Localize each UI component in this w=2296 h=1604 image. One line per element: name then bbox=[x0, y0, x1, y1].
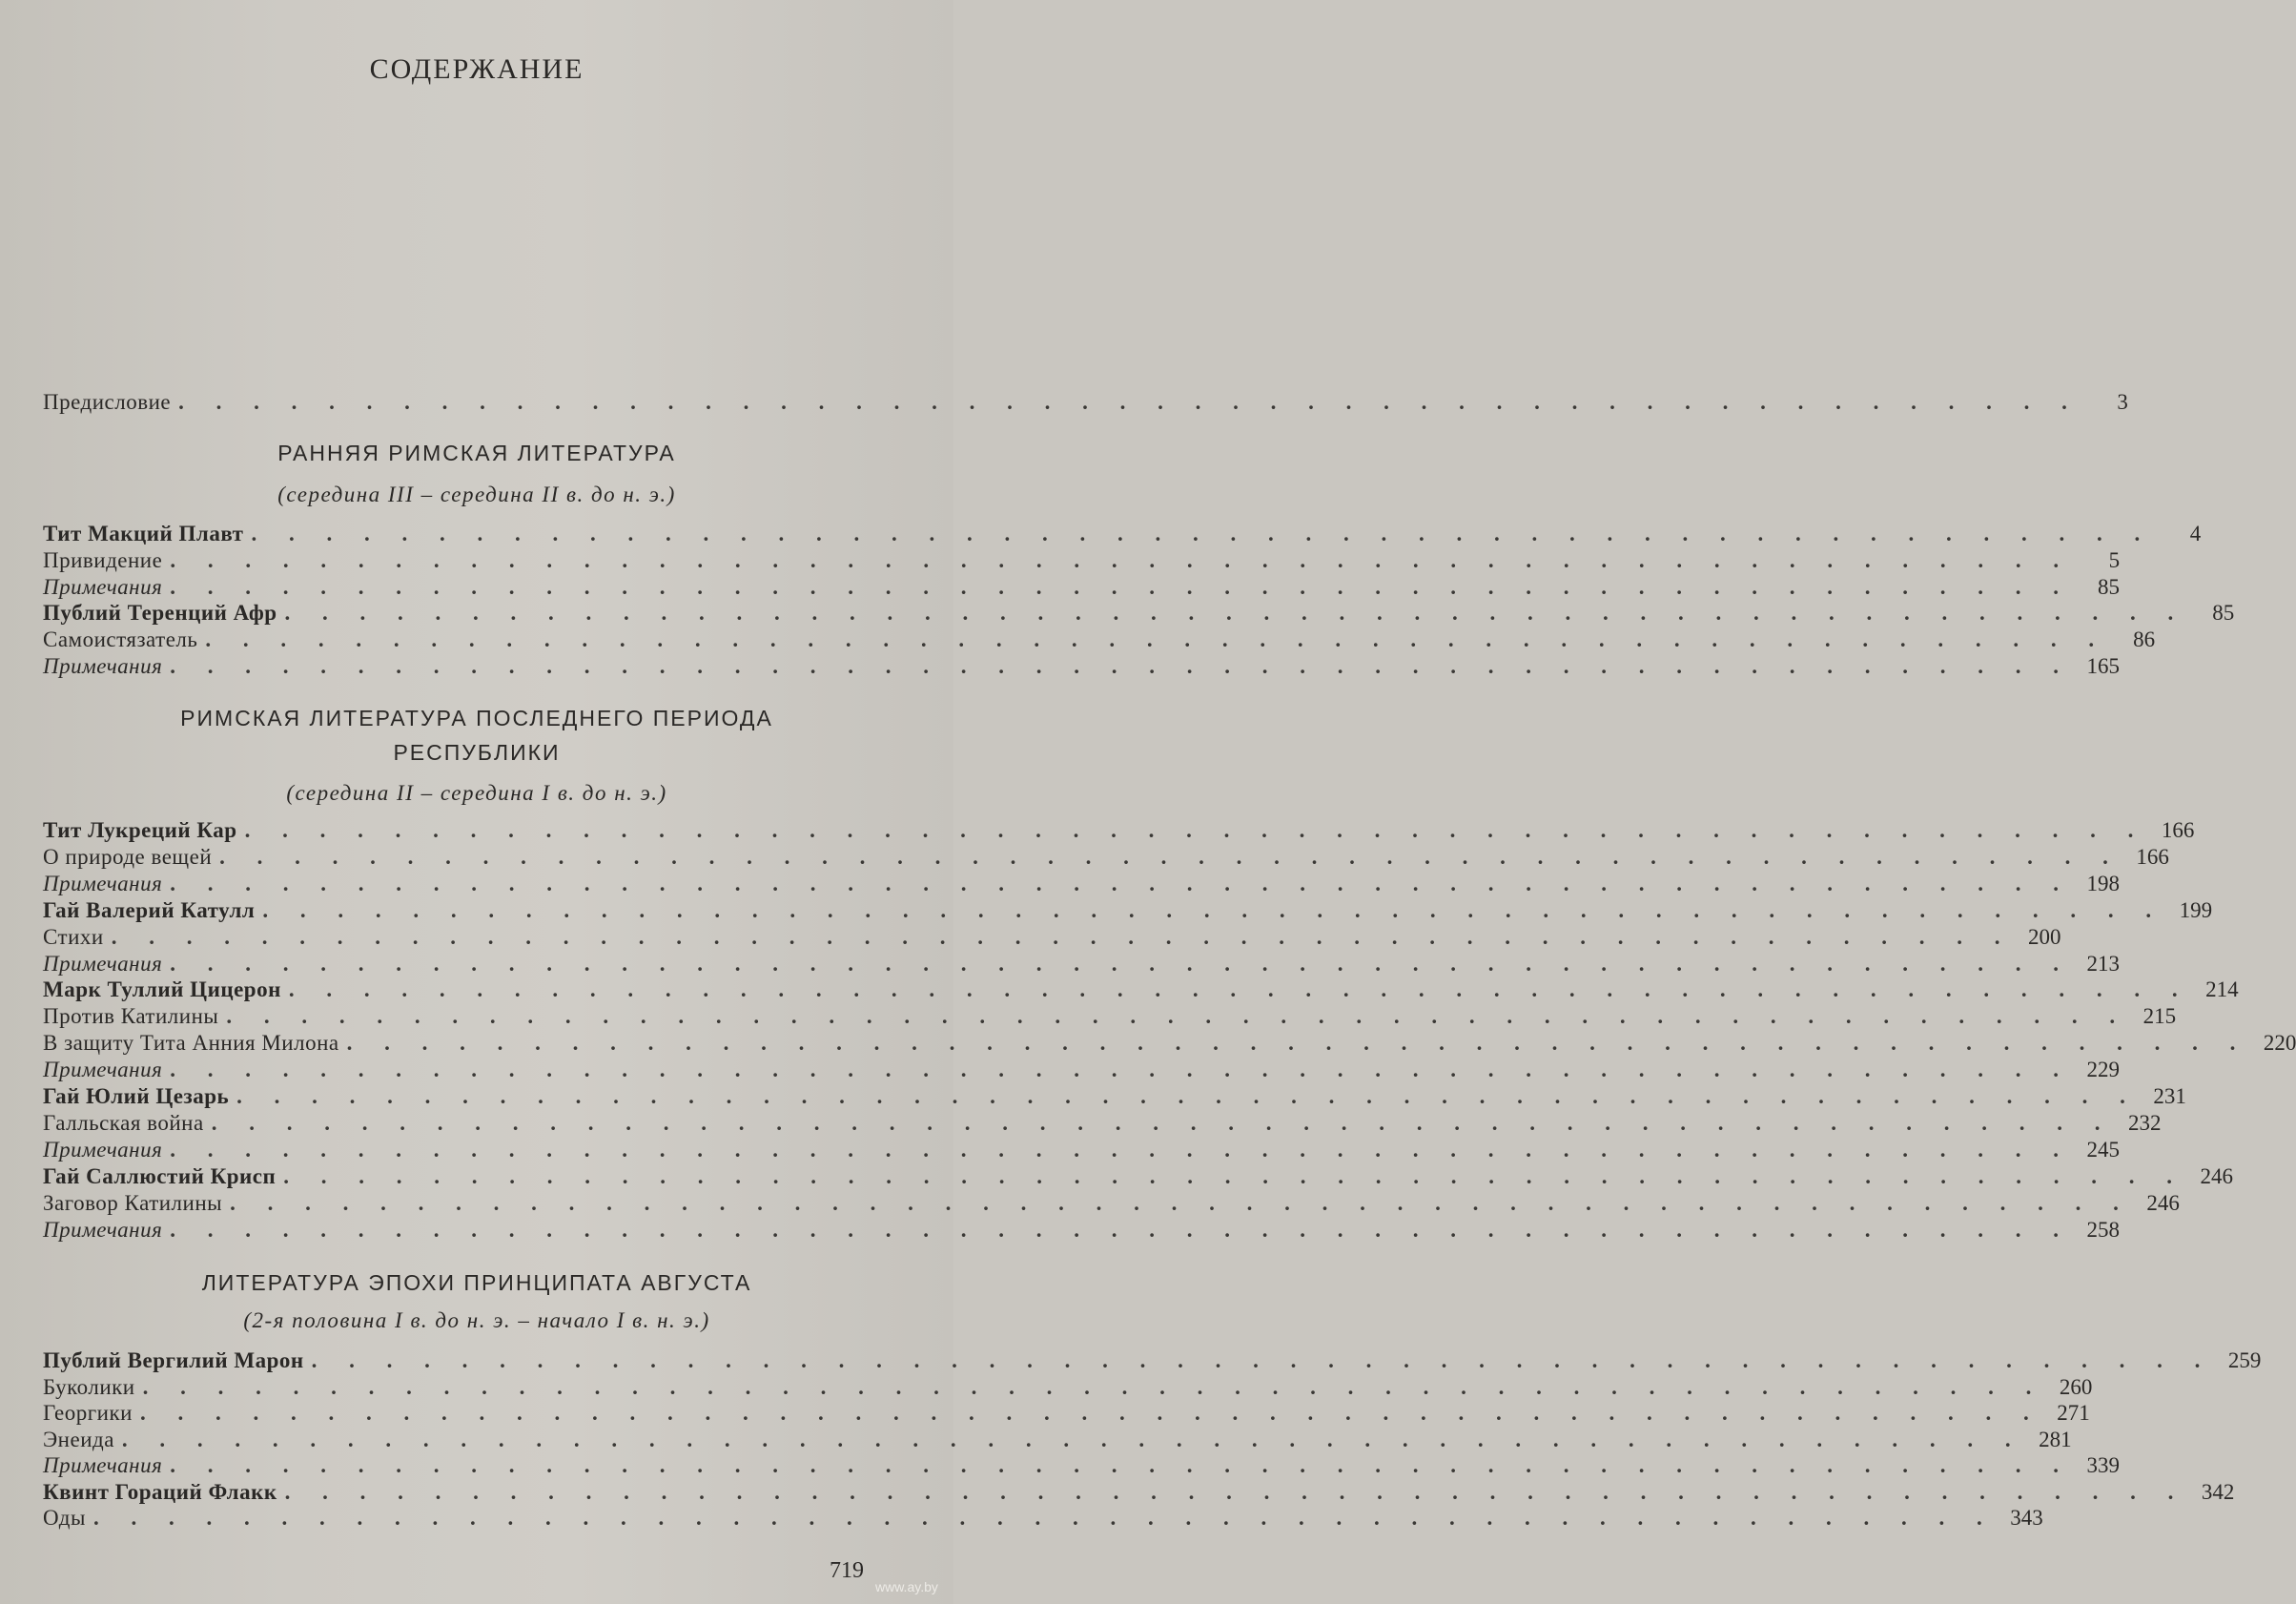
toc-entry-label: Оды bbox=[43, 1506, 86, 1530]
toc-entry-page: 165 bbox=[2086, 654, 2121, 678]
toc-entry-label: Гай Юлий Цезарь bbox=[43, 1084, 230, 1108]
toc-entry-page: 342 bbox=[2201, 1480, 2235, 1504]
dot-leader: . . . . . . . . . . . . . . . . . . . . . . . . . . . . . . . . . . . . . . . . . . . . . . . . . . . bbox=[251, 522, 2154, 545]
dot-leader: . . . . . . . . . . . . . . . . . . . . . . . . . . . . . . . . . . . . . . . . . . . . . . . . . . . bbox=[230, 1191, 2132, 1215]
dot-leader: . . . . . . . . . . . . . . . . . . . . . . . . . . . . . . . . . . . . . . . . . . . . . . . . . . . bbox=[284, 601, 2187, 625]
toc-entry bbox=[43, 817, 2195, 844]
dot-leader: . . . . . . . . . . . . . . . . . . . . . . . . . . . . . . . . . . . . . . . . . . . . . . . . . . . bbox=[139, 1401, 2042, 1425]
toc-entry-label: Стихи bbox=[43, 925, 104, 949]
page-number: 719 bbox=[830, 1558, 864, 1583]
toc-entry-page: 231 bbox=[2153, 1084, 2186, 1108]
toc-entry bbox=[43, 1110, 2162, 1137]
section-heading: ЛИТЕРАТУРА ЭПОХИ ПРИНЦИПАТА АВГУСТА bbox=[201, 1270, 752, 1295]
section-period: (середина II – середина I в. до н. э.) bbox=[286, 781, 667, 805]
toc-entry-label: Примечания bbox=[43, 1058, 163, 1081]
toc-entry-label: Привидение bbox=[43, 548, 163, 572]
dot-leader: . . . . . . . . . . . . . . . . . . . . . . . . . . . . . . . . . . . . . . . . . . . . . . . . . . . bbox=[205, 627, 2108, 651]
toc-entry-label: Публий Теренций Афр bbox=[43, 601, 277, 625]
toc-entry bbox=[43, 1163, 2234, 1190]
toc-entry bbox=[43, 1030, 2296, 1057]
toc-entry-label: Георгики bbox=[43, 1401, 133, 1425]
toc-entry-page: 220 bbox=[2263, 1031, 2296, 1055]
toc-entry bbox=[43, 1083, 2186, 1110]
dot-leader: . . . . . . . . . . . . . . . . . . . . . . . . . . . . . . . . . . . . . . . . . . . . . . . . . . . bbox=[170, 1453, 2073, 1477]
toc-entry-page: 339 bbox=[2086, 1453, 2121, 1477]
dot-leader: . . . . . . . . . . . . . . . . . . . . . . . . . . . . . . . . . . . . . . . . . . . . . . . . . . . bbox=[170, 548, 2073, 572]
section-period: (2-я половина I в. до н. э. – начало I в. н. э.) bbox=[243, 1308, 710, 1332]
watermark: www.ay.by bbox=[875, 1579, 938, 1594]
toc-entry-label: Гай Саллюстий Крисп bbox=[43, 1164, 277, 1188]
section-period: (середина III – середина II в. до н. э.) bbox=[277, 483, 676, 506]
toc-entry-label: Марк Туллий Цицерон bbox=[43, 977, 281, 1001]
toc-entry-label: Гай Валерий Катулл bbox=[43, 898, 256, 922]
toc-entry-page: 246 bbox=[2200, 1164, 2234, 1188]
section-heading: РАННЯЯ РИМСКАЯ ЛИТЕРАТУРА bbox=[277, 441, 676, 465]
toc-entry bbox=[43, 1427, 2072, 1453]
toc-entry-page: 271 bbox=[2057, 1401, 2090, 1425]
toc-entry bbox=[43, 1505, 2043, 1532]
toc-entry-page: 260 bbox=[2059, 1375, 2093, 1399]
dot-leader: . . . . . . . . . . . . . . . . . . . . . . . . . . . . . . . . . . . . . . . . . . . . . . . . . . . bbox=[170, 872, 2073, 895]
dot-leader: . . . . . . . . . . . . . . . . . . . . . . . . . . . . . . . . . . . . . . . . . . . . . . . . . . . bbox=[288, 977, 2191, 1001]
dot-leader: . . . . . . . . . . . . . . . . . . . . . . . . . . . . . . . . . . . . . . . . . . . . . . . . . . . bbox=[311, 1348, 2214, 1372]
toc-entry-page: 199 bbox=[2179, 898, 2213, 922]
toc-entry-page: 259 bbox=[2227, 1348, 2262, 1372]
toc-entry bbox=[43, 977, 2239, 1003]
toc-entry-label: Против Катилины bbox=[43, 1004, 219, 1028]
toc-entry-page: 3 bbox=[2117, 390, 2128, 414]
toc-entry-label: Примечания bbox=[43, 1218, 163, 1242]
toc-entry bbox=[43, 1003, 2177, 1030]
toc-entry bbox=[43, 1452, 2121, 1479]
toc-entry-label: Примечания bbox=[43, 654, 163, 678]
toc-entry bbox=[43, 521, 2202, 547]
toc-entry bbox=[43, 1374, 2093, 1401]
toc-entry bbox=[43, 600, 2235, 627]
toc-entry bbox=[43, 1217, 2121, 1244]
toc-entry-label: Примечания bbox=[43, 1138, 163, 1162]
toc-entry-label: Примечания bbox=[43, 872, 163, 895]
toc-entry-preface bbox=[43, 389, 2128, 416]
dot-leader: . . . . . . . . . . . . . . . . . . . . . . . . . . . . . . . . . . . . . . . . . . . . . . . . . . . bbox=[170, 575, 2073, 599]
toc-entry-label: Публий Вергилий Марон bbox=[43, 1348, 304, 1372]
toc-entry bbox=[43, 547, 2121, 574]
toc-entry-label: Самоистязатель bbox=[43, 627, 198, 651]
toc-entry-label: Примечания bbox=[43, 952, 163, 976]
toc-entry-label: О природе вещей bbox=[43, 845, 213, 869]
toc-entry bbox=[43, 627, 2156, 653]
toc-entry-page: 281 bbox=[2039, 1428, 2072, 1451]
dot-leader: . . . . . . . . . . . . . . . . . . . . . . . . . . . . . . . . . . . . . . . . . . . . . . . . . . . bbox=[178, 390, 2081, 414]
toc-entry bbox=[43, 653, 2121, 680]
dot-leader: . . . . . . . . . . . . . . . . . . . . . . . . . . . . . . . . . . . . . . . . . . . . . . . . . . . bbox=[262, 898, 2165, 922]
dot-leader: . . . . . . . . . . . . . . . . . . . . . . . . . . . . . . . . . . . . . . . . . . . . . . . . . . . bbox=[284, 1480, 2187, 1504]
dot-leader: . . . . . . . . . . . . . . . . . . . . . . . . . . . . . . . . . . . . . . . . . . . . . . . . . . . bbox=[244, 818, 2147, 842]
toc-entry-page: 166 bbox=[2136, 845, 2169, 869]
toc-entry-page: 198 bbox=[2086, 872, 2121, 895]
toc-entry bbox=[43, 1347, 2262, 1374]
dot-leader: . . . . . . . . . . . . . . . . . . . . . . . . . . . . . . . . . . . . . . . . . . . . . . . . . . . bbox=[111, 925, 2014, 949]
toc-entry-page: 215 bbox=[2142, 1004, 2177, 1028]
dot-leader: . . . . . . . . . . . . . . . . . . . . . . . . . . . . . . . . . . . . . . . . . . . . . . . . . . . bbox=[211, 1111, 2114, 1135]
dot-leader: . . . . . . . . . . . . . . . . . . . . . . . . . . . . . . . . . . . . . . . . . . . . . . . . . . . bbox=[121, 1428, 2024, 1451]
toc-entry-page: 166 bbox=[2161, 818, 2195, 842]
toc-entry-label: Предисловие bbox=[43, 390, 172, 414]
toc-entry-label: Тит Лукреций Кар bbox=[43, 818, 237, 842]
toc-entry bbox=[43, 951, 2121, 977]
toc-entry-page: 246 bbox=[2146, 1191, 2180, 1215]
dot-leader: . . . . . . . . . . . . . . . . . . . . . . . . . . . . . . . . . . . . . . . . . . . . . . . . . . . bbox=[170, 654, 2073, 678]
dot-leader: . . . . . . . . . . . . . . . . . . . . . . . . . . . . . . . . . . . . . . . . . . . . . . . . . . . bbox=[226, 1004, 2129, 1028]
toc-entry bbox=[43, 844, 2169, 871]
dot-leader: . . . . . . . . . . . . . . . . . . . . . . . . . . . . . . . . . . . . . . . . . . . . . . . . . . . bbox=[170, 952, 2073, 976]
dot-leader: . . . . . . . . . . . . . . . . . . . . . . . . . . . . . . . . . . . . . . . . . . . . . . . . . . . bbox=[142, 1375, 2045, 1399]
toc-entry-label: Примечания bbox=[43, 575, 163, 599]
toc-entry bbox=[43, 897, 2213, 924]
dot-leader: . . . . . . . . . . . . . . . . . . . . . . . . . . . . . . . . . . . . . . . . . . . . . . . . . . . bbox=[283, 1164, 2186, 1188]
toc-entry-page: 85 bbox=[2212, 601, 2235, 625]
dot-leader: . . . . . . . . . . . . . . . . . . . . . . . . . . . . . . . . . . . . . . . . . . . . . . . . . . . bbox=[92, 1506, 1996, 1530]
toc-entry-page: 258 bbox=[2086, 1218, 2121, 1242]
toc-entry bbox=[43, 1190, 2180, 1217]
dot-leader: . . . . . . . . . . . . . . . . . . . . . . . . . . . . . . . . . . . . . . . . . . . . . . . . . . . bbox=[236, 1084, 2139, 1108]
toc-entry-page: 5 bbox=[2108, 548, 2121, 572]
toc-entry bbox=[43, 574, 2121, 601]
toc-entry-page: 85 bbox=[2098, 575, 2121, 599]
toc-entry-label: Буколики bbox=[43, 1375, 135, 1399]
dot-leader: . . . . . . . . . . . . . . . . . . . . . . . . . . . . . . . . . . . . . . . . . . . . . . . . . . . bbox=[170, 1138, 2073, 1162]
toc-entry bbox=[43, 1400, 2090, 1427]
toc-entry bbox=[43, 871, 2121, 897]
dot-leader: . . . . . . . . . . . . . . . . . . . . . . . . . . . . . . . . . . . . . . . . . . . . . . . . . . . bbox=[170, 1058, 2073, 1081]
toc-entry-page: 232 bbox=[2127, 1111, 2162, 1135]
dot-leader: . . . . . . . . . . . . . . . . . . . . . . . . . . . . . . . . . . . . . . . . . . . . . . . . . . . bbox=[170, 1218, 2073, 1242]
toc-entry-label: Примечания bbox=[43, 1453, 163, 1477]
toc-entry-label: Квинт Гораций Флакк bbox=[43, 1480, 277, 1504]
dot-leader: . . . . . . . . . . . . . . . . . . . . . . . . . . . . . . . . . . . . . . . . . . . . . . . . . . . bbox=[219, 845, 2122, 869]
toc-entry-page: 86 bbox=[2133, 627, 2156, 651]
toc-entry-page: 213 bbox=[2086, 952, 2121, 976]
toc-entry bbox=[43, 1057, 2121, 1083]
section-heading: РЕСПУБЛИКИ bbox=[393, 740, 561, 765]
toc-entry bbox=[43, 1479, 2235, 1506]
toc-entry-page: 229 bbox=[2086, 1058, 2121, 1081]
toc-entry-page: 200 bbox=[2027, 925, 2061, 949]
toc-entry-page: 4 bbox=[2189, 522, 2202, 545]
page-title: СОДЕРЖАНИЕ bbox=[369, 53, 584, 85]
toc-entry bbox=[43, 1137, 2121, 1163]
toc-entry-label: Заговор Катилины bbox=[43, 1191, 223, 1215]
toc-entry-label: Галльская война bbox=[43, 1111, 204, 1135]
dot-leader: . . . . . . . . . . . . . . . . . . . . . . . . . . . . . . . . . . . . . . . . . . . . . . . . . . . bbox=[346, 1031, 2249, 1055]
section-heading: РИМСКАЯ ЛИТЕРАТУРА ПОСЛЕДНЕГО ПЕРИОДА bbox=[180, 706, 773, 730]
toc-entry-page: 214 bbox=[2205, 977, 2239, 1001]
toc-entry-label: Тит Макций Плавт bbox=[43, 522, 244, 545]
toc-entry bbox=[43, 924, 2061, 951]
toc-entry-label: Энеида bbox=[43, 1428, 114, 1451]
toc-entry-page: 343 bbox=[2010, 1506, 2043, 1530]
toc-entry-label: В защиту Тита Анния Милона bbox=[43, 1031, 339, 1055]
toc-entry-page: 245 bbox=[2086, 1138, 2121, 1162]
